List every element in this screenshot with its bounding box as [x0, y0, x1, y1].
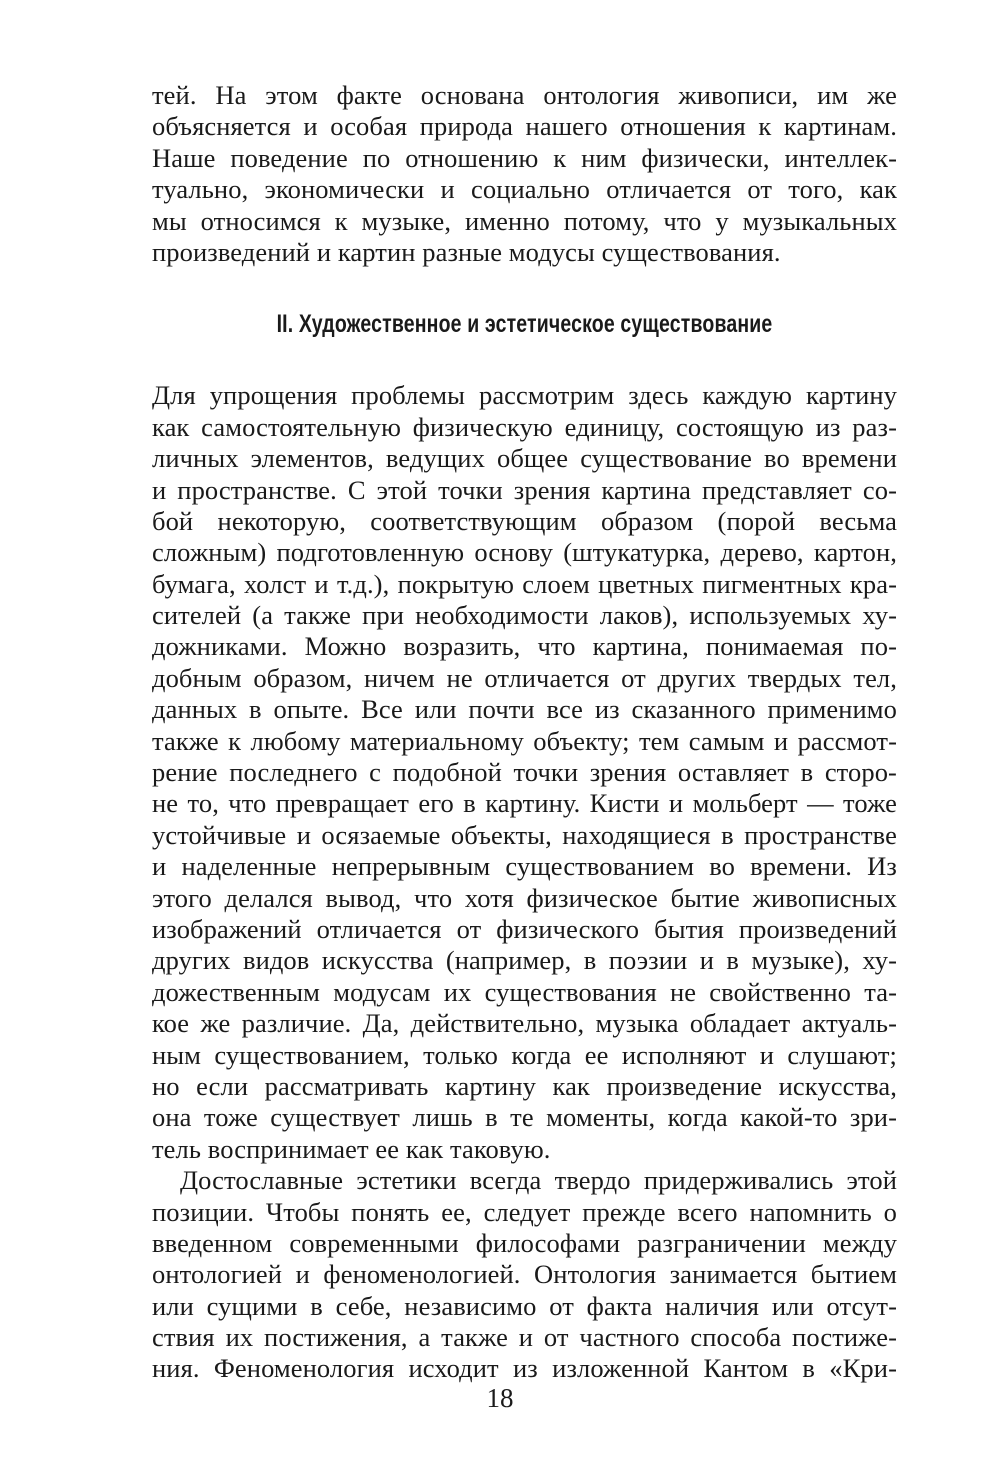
text-line: ния. Феноменология исходит из изложенной Кантом в «Кри-: [152, 1353, 897, 1384]
text-line: кое же различие. Да, действительно, музыка обладает актуаль-: [152, 1008, 897, 1039]
text-line: дожественным модусам их существования не свойственно та-: [152, 976, 897, 1007]
text-line: объясняется и особая природа нашего отношения к картинам.: [152, 111, 897, 142]
text-line: она тоже существует лишь в те моменты, когда какой-то зри-: [152, 1102, 897, 1133]
page-body: [152, 80, 897, 1385]
text-line: рение последнего с подобной точки зрения оставляет в сторо-: [152, 757, 897, 788]
text-line: введенном современными философами разграничении между: [152, 1227, 897, 1258]
text-line: добным образом, ничем не отличается от других твердых тел,: [152, 662, 897, 693]
section-heading: II. Художественное и эстетическое существование: [276, 310, 773, 339]
text-line: этого делался вывод, что хотя физическое бытие живописных: [152, 882, 897, 913]
text-line: также к любому материальному объекту; тем самым и рассмот-: [152, 725, 897, 756]
text-line: бумага, холст и т.д.), покрытую слоем цветных пигментных кра-: [152, 568, 897, 599]
text-line: как самостоятельную физическую единицу, состоящую из раз-: [152, 411, 897, 442]
text-line: не то, что превращает его в картину. Кисти и мольберт — тоже: [152, 788, 897, 819]
text-line: или сущими в себе, независимо от факта наличия или отсут-: [152, 1290, 897, 1321]
text-line: и пространстве. С этой точки зрения картина представляет со-: [152, 474, 897, 505]
intro-paragraph: [152, 80, 897, 268]
text-line: позиции. Чтобы понять ее, следует прежде всего напомнить о: [152, 1196, 897, 1227]
text-line: данных в опыте. Все или почти все из сказанного применимо: [152, 694, 897, 725]
text-line: мы относимся к музыке, именно потому, что у музыкальных: [152, 205, 897, 236]
text-line: Достославные эстетики всегда твердо придерживались этой: [180, 1165, 897, 1196]
text-line: произведений и картин разные модусы существования.: [152, 236, 781, 267]
text-line: тель воспринимает ее как таковую.: [152, 1133, 551, 1164]
text-line: но если рассматривать картину как произведение искусства,: [152, 1070, 897, 1101]
text-line: ным существованием, только когда ее исполняют и слушают;: [152, 1039, 897, 1070]
text-line: и наделенные непрерывным существованием во времени. Из: [152, 851, 897, 882]
text-line: Для упрощения проблемы рассмотрим здесь каждую картину: [152, 380, 897, 411]
text-line: ствия их постижения, а также и от частного способа постиже-: [152, 1322, 897, 1353]
text-line: туально, экономически и социально отличается от того, как: [152, 174, 897, 205]
text-line: сложным) подготовленную основу (штукатурка, дерево, картон,: [152, 537, 897, 568]
text-line: Наше поведение по отношению к ним физически, интеллек-: [152, 142, 897, 173]
text-line: бой некоторую, соответствующим образом (порой весьма: [152, 505, 897, 536]
text-line: тей. На этом факте основана онтология живописи, им же: [152, 80, 897, 110]
text-line: сителей (а также при необходимости лаков), используемых ху-: [152, 600, 897, 631]
text-line: других видов искусства (например, в поэзии и в музыке), ху-: [152, 945, 897, 976]
text-line: онтологией и феноменологией. Онтология занимается бытием: [152, 1259, 897, 1290]
section-paragraph-2: [152, 1165, 897, 1385]
page-number: 18: [486, 1383, 514, 1413]
section-paragraph-1: [152, 380, 897, 1165]
text-line: устойчивые и осязаемые объекты, находящиеся в пространстве: [152, 819, 897, 850]
text-line: дожниками. Можно возразить, что картина, понимаемая по-: [152, 631, 897, 662]
text-line: изображений отличается от физического бытия произведений: [152, 913, 897, 944]
text-line: личных элементов, ведущих общее существование во времени: [152, 443, 897, 474]
